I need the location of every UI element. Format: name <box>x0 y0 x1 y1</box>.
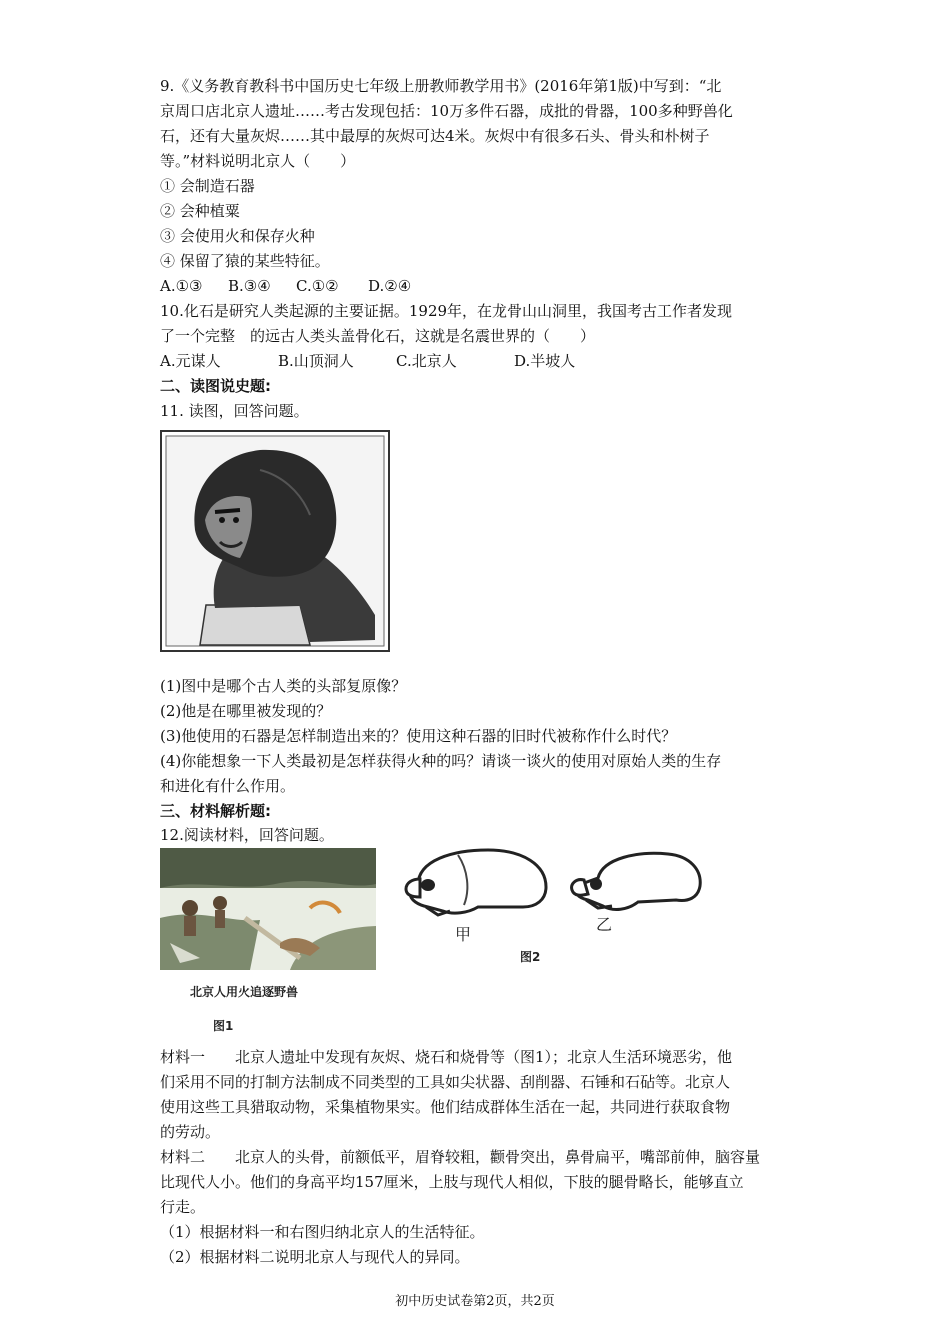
q10-option-d: D.半坡人 <box>514 352 576 370</box>
q11-question-4: (4)你能想象一下人类最初是怎样获得火种的吗？请谈一谈火的使用对原始人类的生存 <box>160 752 722 770</box>
q11-stem: 11. 读图，回答问题。 <box>160 402 309 420</box>
section-3-heading: 三、材料解析题: <box>160 802 271 820</box>
q9-item-3: ③ 会使用火和保存火种 <box>160 227 315 245</box>
q9-line-1: 9.《义务教育教科书中国历史七年级上册教师教学用书》(2016年第1版)中写到：“北 <box>160 77 722 95</box>
q11-question-1: (1)图中是哪个古人类的头部复原像？ <box>160 677 407 695</box>
material1-line-4: 的劳动。 <box>160 1123 221 1141</box>
q12-stem: 12.阅读材料，回答问题。 <box>160 826 334 844</box>
material2-line-2: 比现代人小。他们的身高平均157厘米，上肢与现代人相似，下肢的腿骨略长，能够直立 <box>160 1173 744 1191</box>
q9-option-c: C.①② <box>296 277 339 295</box>
material2-line-3: 行走。 <box>160 1198 206 1216</box>
skull-yi-image <box>568 848 703 918</box>
fig2-label: 图2 <box>520 950 541 964</box>
fig1-label: 图1 <box>213 1019 234 1033</box>
skull-jia-image <box>398 845 548 920</box>
page-footer: 初中历史试卷第2页，共2页 <box>395 1294 555 1309</box>
q11-question-4-cont: 和进化有什么作用。 <box>160 777 296 795</box>
q10-line-2: 了一个完整 的远古人类头盖骨化石，这就是名震世界的（ ） <box>160 327 596 345</box>
q10-option-a: A.元谋人 <box>160 352 221 370</box>
q11-question-2: (2)他是在哪里被发现的？ <box>160 702 332 720</box>
q9-option-b: B.③④ <box>228 277 271 295</box>
q11-question-3: (3)他使用的石器是怎样制造出来的？使用这种石器的旧时代被称作什么时代？ <box>160 727 677 745</box>
q9-option-a: A.①③ <box>160 277 203 295</box>
q9-line-4: 等。”材料说明北京人（ ） <box>160 152 356 170</box>
fire-hunting-scene-image <box>160 848 376 970</box>
skull-jia-label: 甲 <box>455 925 472 944</box>
material2-line-1: 材料二 北京人的头骨，前额低平，眉脊较粗，颧骨突出，鼻骨扁平，嘴部前伸，脑容量 <box>160 1148 761 1166</box>
q9-item-1: ① 会制造石器 <box>160 177 255 195</box>
q10-option-c: C.北京人 <box>396 352 457 370</box>
material1-line-2: 们采用不同的打制方法制成不同类型的工具如尖状器、刮削器、石锤和石砧等。北京人 <box>160 1073 731 1091</box>
q9-line-2: 京周口店北京人遗址……考古发现包括：10万多件石器，成批的骨器，100多种野兽化 <box>160 102 733 120</box>
q9-item-4: ④ 保留了猿的某些特征。 <box>160 252 330 270</box>
q9-options <box>160 274 411 298</box>
fig1-caption: 北京人用火追逐野兽 <box>190 985 299 999</box>
material1-line-1: 材料一 北京人遗址中发现有灰烬、烧石和烧骨等（图1）；北京人生活环境恶劣，他 <box>160 1048 733 1066</box>
material1-line-3: 使用这些工具猎取动物，采集植物果实。他们结成群体生活在一起，共同进行获取食物 <box>160 1098 731 1116</box>
skull-yi-label: 乙 <box>596 915 613 934</box>
q12-question-2: （2）根据材料二说明北京人与现代人的异同。 <box>160 1248 470 1266</box>
q12-question-1: （1）根据材料一和右图归纳北京人的生活特征。 <box>160 1223 485 1241</box>
q9-item-2: ② 会种植粟 <box>160 202 240 220</box>
q9-option-d: D.②④ <box>368 277 412 295</box>
q10-option-b: B.山顶洞人 <box>278 352 354 370</box>
q10-options <box>160 349 575 373</box>
section-2-heading: 二、读图说史题: <box>160 377 271 395</box>
q10-line-1: 10.化石是研究人类起源的主要证据。1929年，在龙骨山山洞里，我国考古工作者发现 <box>160 302 733 320</box>
peking-man-bust-image <box>160 430 390 652</box>
q9-line-3: 石，还有大量灰烬……其中最厚的灰烬可达4米。灰烬中有很多石头、骨头和朴树子 <box>160 127 710 145</box>
